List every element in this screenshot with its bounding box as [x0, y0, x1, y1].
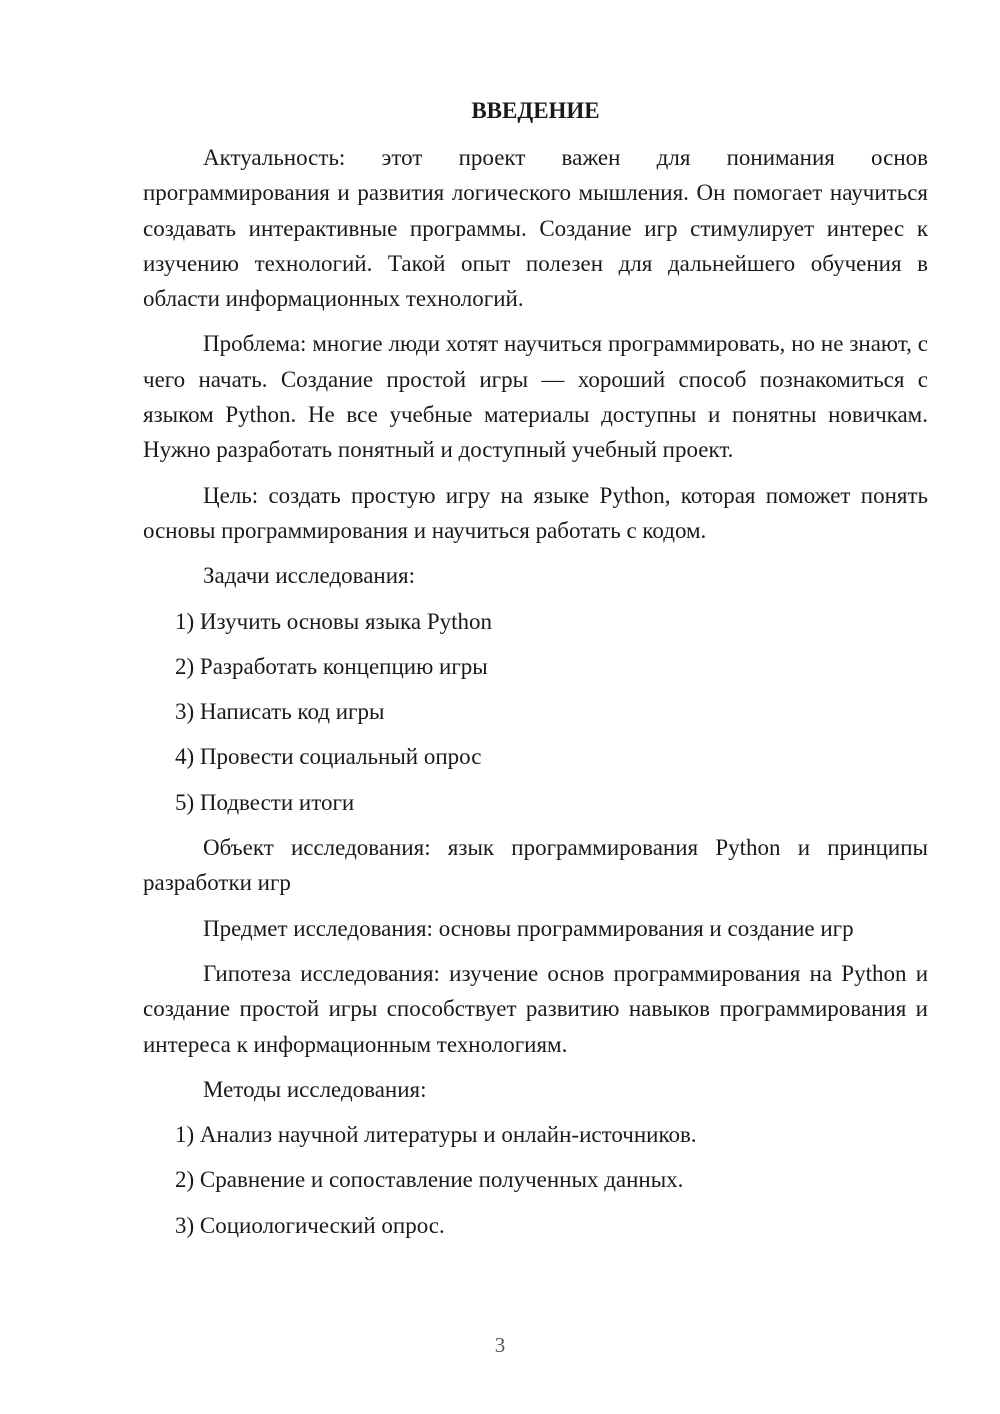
task-item: 4) Провести социальный опрос — [175, 744, 482, 770]
section-title: ВВЕДЕНИЕ — [471, 98, 600, 123]
hypothesis-paragraph: Гипотеза исследования: изучение основ программирования на Python и создание простой игры способствует развитию навыков программирования и интереса к информационным технологиям. — [143, 960, 928, 1057]
method-item: 2) Сравнение и сопоставление полученных данных. — [175, 1167, 684, 1193]
method-item: 3) Социологический опрос. — [175, 1212, 445, 1238]
object-paragraph: Объект исследования: язык программирования Python и принципы разработки игр — [143, 835, 928, 896]
methods-heading: Методы исследования: — [203, 1076, 427, 1102]
goal-paragraph: Цель: создать простую игру на языке Python, которая поможет понять основы программирования и научиться работать с кодом. — [143, 482, 928, 543]
relevance-paragraph: Актуальность: этот проект важен для понимания основ программирования и развития логического мышления. Он помогает научиться создавать интерактивные программы. Создание игр стимулирует интерес к изучению технологий. Такой опыт полезен для дальнейшего обучения в области информационных технологий. — [143, 145, 928, 312]
page-number: 3 — [494, 1333, 506, 1357]
tasks-heading: Задачи исследования: — [203, 563, 416, 589]
method-item: 1) Анализ научной литературы и онлайн-источников. — [175, 1122, 697, 1148]
task-item: 2) Разработать концепцию игры — [175, 653, 488, 679]
document-page — [143, 95, 928, 1253]
task-item: 5) Подвести итоги — [175, 789, 355, 815]
problem-paragraph: Проблема: многие люди хотят научиться программировать, но не знают, с чего начать. Создание простой игры — хороший способ познакомиться с языком Python. Не все учебные материалы доступны и понятны новичкам. Нужно разработать понятный и доступный учебный проект. — [143, 331, 928, 463]
task-item: 1) Изучить основы языка Python — [175, 608, 493, 634]
subject-paragraph: Предмет исследования: основы программирования и создание игр — [203, 915, 854, 941]
task-item: 3) Написать код игры — [175, 699, 385, 725]
